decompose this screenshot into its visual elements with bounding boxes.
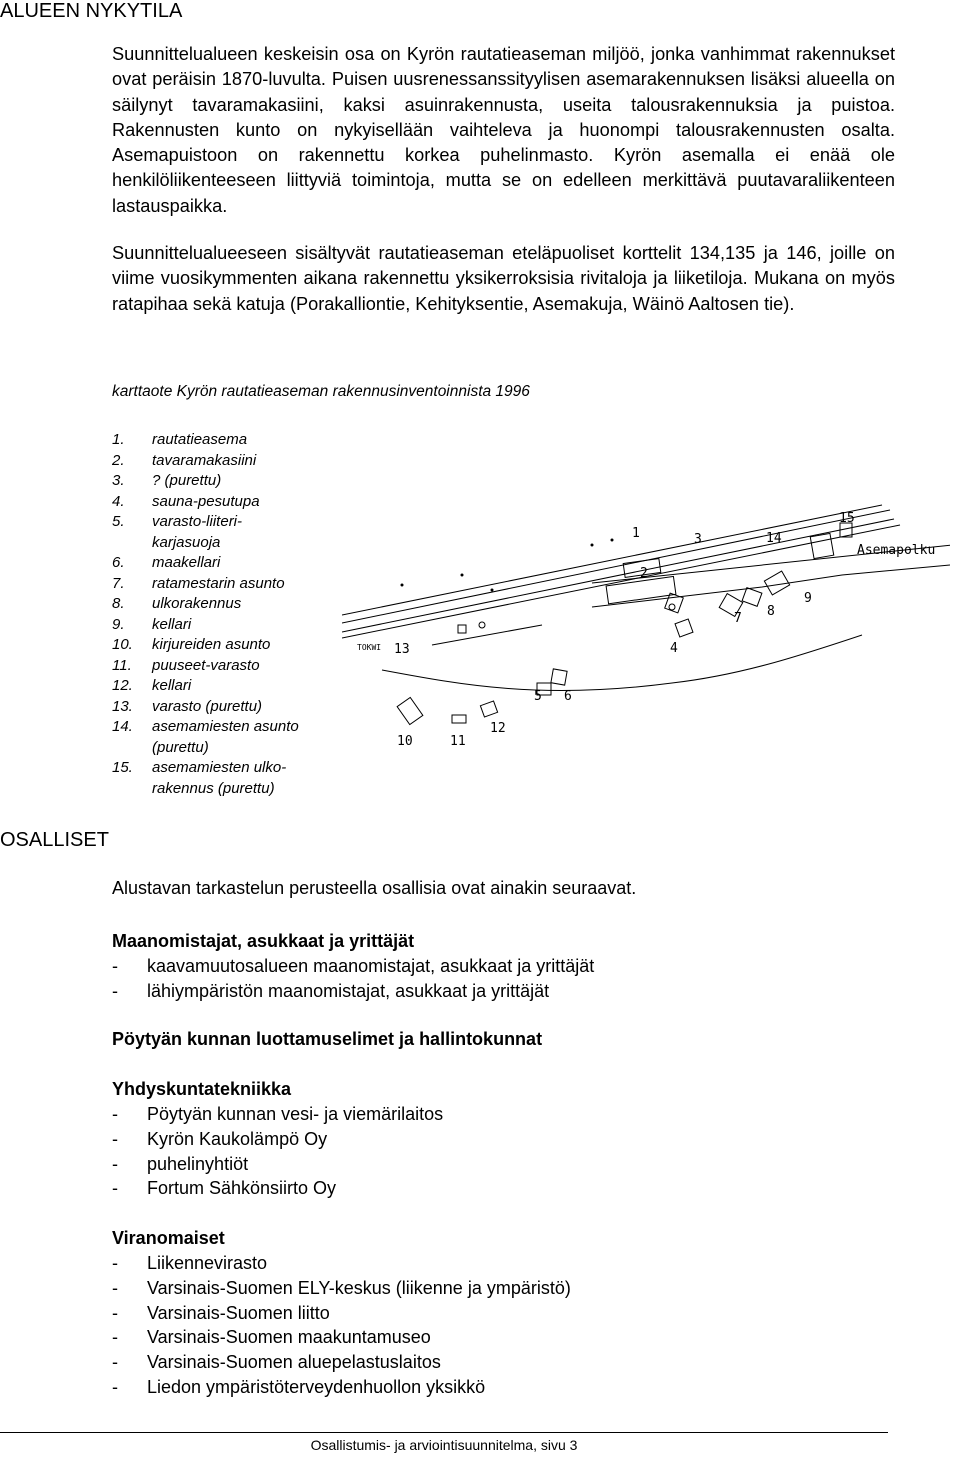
party-group-infrastructure — [112, 1077, 443, 1201]
party-group-municipal-bodies — [112, 1027, 542, 1052]
legend-item: 3. ? (purettu) — [112, 472, 222, 489]
legend-item: 2. tavaramakasiini — [112, 451, 257, 469]
map-label-1: 1 — [632, 526, 640, 541]
footer-divider — [0, 1432, 888, 1433]
map-label-6: 6 — [564, 689, 572, 704]
legend-item: 13. varasto (purettu) — [112, 697, 263, 715]
station-site-map — [342, 495, 950, 765]
list-item: - lähiympäristön maanomistajat, asukkaat ja yrittäjät — [112, 980, 550, 1001]
roads — [382, 545, 950, 691]
section-heading-parties: OSALLISET — [0, 829, 109, 851]
list-item: - Kyrön Kaukolämpö Oy — [112, 1128, 328, 1149]
page-footer: Osallistumis- ja arviointisuunnitelma, sivu 3 — [310, 1437, 578, 1453]
map-label-13: 13 — [394, 642, 410, 657]
paragraph-planning-area-blocks: Suunnittelualueeseen sisältyvät rautatieaseman eteläpuoliset korttelit 134,135 ja 146, joille on viime vuosikymmenten aikana rakennettu yksikerroksisia rivitaloja ja liiketiloja. Mukana on myös ratapihaa sekä katuja (Porakalliontie, Kehityksentie, Asemakuja, Wäinö Aaltosen tie). — [112, 243, 895, 314]
party-group-title: Maanomistajat, asukkaat ja yrittäjät — [112, 931, 415, 951]
list-item: - kaavamuutosalueen maanomistajat, asukkaat ja yrittäjät — [112, 956, 595, 976]
list-item: - Pöytyän kunnan vesi- ja viemärilaitos — [112, 1104, 444, 1124]
legend-item: 1. rautatieasema — [112, 431, 248, 448]
legend-item: 10. kirjureiden asunto — [112, 636, 271, 653]
legend-item: 6. maakellari — [112, 554, 221, 571]
legend-item: 14. asemamiesten asunto (purettu) — [112, 718, 299, 756]
map-label-11: 11 — [450, 734, 466, 749]
legend-item: 12. kellari — [112, 677, 192, 694]
party-group-title: Pöytyän kunnan luottamuselimet ja hallintokunnat — [112, 1029, 543, 1049]
party-group-landowners — [112, 929, 594, 1004]
list-item: - Varsinais-Suomen maakuntamuseo — [112, 1327, 431, 1348]
party-group-authorities — [112, 1226, 571, 1400]
paragraph-area-description: Suunnittelualueen keskeisin osa on Kyrön rautatieaseman miljöö, jonka vanhimmat rakennukset ovat peräisin 1870-luvulta. Puisen uusrenessanssityylisen asemarakennuksen lisäksi alueella on säilynyt tavaramakasiini, kaksi asuinrakennusta, useita talousrakennuksia ja puistoa. Rakennusten kunto on nykyisellään vaihteleva ja huonompi talousrakennusten osalta. Asemapuistoon on rakennettu korkea puhelinmasto. Kyrön asemalla ei enää ole henkilöliikenteeseen liittyviä toimintoja, mutta se on edelleen merkittävä puutavaraliikenteen lastauspaikka. — [112, 44, 895, 216]
party-group-title: Viranomaiset — [112, 1228, 225, 1248]
map-label-3: 3 — [694, 532, 702, 547]
map-street-label: Asemapolku — [857, 543, 936, 558]
map-label-15: 15 — [839, 511, 855, 526]
site-markers — [401, 539, 614, 592]
legend-item: 9. kellari — [112, 615, 192, 633]
buildings — [397, 523, 852, 725]
map-label-8: 8 — [767, 604, 775, 619]
map-label-12: 12 — [490, 721, 506, 736]
map-label-2: 2 — [640, 566, 648, 581]
legend-item: 5. varasto-liiteri- karjasuoja — [112, 513, 243, 551]
legend-item: 15. asemamiesten ulko- rakennus (purettu) — [112, 759, 287, 797]
map-label-14: 14 — [766, 531, 782, 546]
map-legend — [112, 430, 342, 799]
map-label-9: 9 — [804, 591, 812, 606]
list-item: - Varsinais-Suomen liitto — [112, 1302, 330, 1323]
map-caption: karttaote Kyrön rautatieaseman rakennusinventoinnista 1996 — [112, 383, 530, 400]
legend-item: 11. puuseet-varasto — [112, 656, 260, 674]
section-heading-current-state: ALUEEN NYKYTILA — [0, 0, 183, 22]
map-labels — [357, 511, 935, 749]
list-item: - Varsinais-Suomen ELY-keskus (liikenne ja ympäristö) — [112, 1277, 571, 1298]
list-item: - Varsinais-Suomen aluepelastuslaitos — [112, 1352, 441, 1373]
parties-intro: Alustavan tarkastelun perusteella osallisia ovat ainakin seuraavat. — [112, 878, 637, 898]
list-item: - puhelinyhtiöt — [112, 1153, 249, 1174]
list-item: - Liedon ympäristöterveydenhuollon yksikkö — [112, 1376, 486, 1397]
railway-tracks — [342, 505, 900, 638]
map-label-10: 10 — [397, 734, 413, 749]
map-road-label: TOKWI — [357, 643, 382, 652]
map-label-7: 7 — [734, 611, 742, 626]
map-label-5: 5 — [534, 689, 542, 704]
map-label-4: 4 — [670, 641, 678, 656]
list-item: - Fortum Sähkönsiirto Oy — [112, 1178, 337, 1199]
legend-item: 7. ratamestarin asunto — [112, 574, 285, 592]
legend-item: 8. ulkorakennus — [112, 595, 242, 612]
list-item: - Liikennevirasto — [112, 1253, 268, 1273]
party-group-title: Yhdyskuntatekniikka — [112, 1079, 292, 1099]
legend-item: 4. sauna-pesutupa — [112, 492, 260, 510]
